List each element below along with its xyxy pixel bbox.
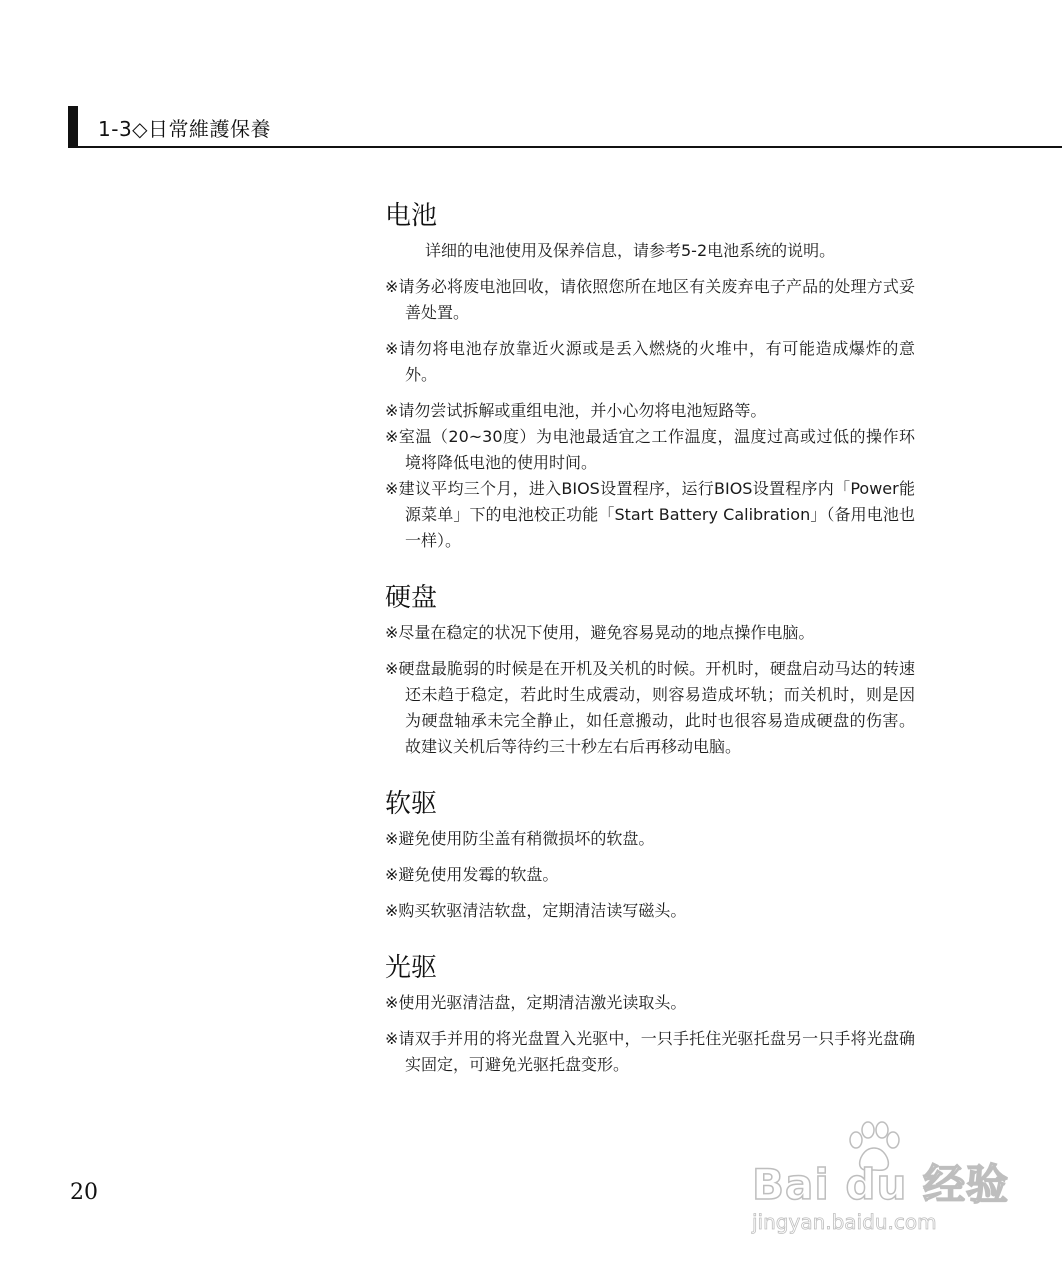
- baidu-watermark: [752, 1118, 1012, 1240]
- floppy-note-1: ※避免使用防尘盖有稍微损坏的软盘。: [385, 829, 655, 848]
- section-battery: [385, 198, 915, 554]
- floppy-note-2: ※避免使用发霉的软盘。: [385, 865, 559, 884]
- battery-note-4: ※室温（20~30度）为电池最适宜之工作温度，温度过高或过低的操作环境将降低电池的使用时间。: [385, 427, 915, 472]
- hard-disk-note-2: ※硬盘最脆弱的时候是在开机及关机的时候。开机时，硬盘启动马达的转速还未趋于稳定，若此时生成震动，则容易造成坏轨；而关机时，则是因为硬盘轴承未完全静止，如任意搬动，此时也很容易造成硬盘的伤害。故建议关机后等待约三十秒左右后再移动电脑。: [385, 659, 915, 756]
- chapter-header: [68, 106, 1062, 148]
- header-rule: [68, 146, 1062, 148]
- section-hard-disk: [385, 580, 915, 760]
- battery-note-5: ※建议平均三个月，进入BIOS设置程序，运行BIOS设置程序内「Power能源菜单」下的电池校正功能「Start Battery Calibration」（备用电池也一样）。: [385, 479, 915, 550]
- section-title-floppy: 软驱: [385, 789, 438, 819]
- hard-disk-note-1: ※尽量在稳定的状况下使用，避免容易晃动的地点操作电脑。: [385, 623, 815, 642]
- page-content: [385, 198, 915, 1104]
- watermark-url: jingyan.baidu.com: [752, 1210, 937, 1234]
- section-title-hard-disk: 硬盘: [385, 583, 438, 613]
- chapter-title: 1-3◇日常維護保養: [98, 117, 272, 141]
- battery-note-2: ※请勿将电池存放靠近火源或是丢入燃烧的火堆中，有可能造成爆炸的意外。: [385, 339, 915, 384]
- watermark-logo: Bai du 经验: [752, 1160, 1009, 1209]
- section-floppy: [385, 786, 915, 924]
- optical-note-1: ※使用光驱清洁盘，定期清洁激光读取头。: [385, 993, 687, 1012]
- header-bar: [68, 106, 78, 148]
- section-title-optical: 光驱: [385, 953, 438, 983]
- floppy-note-3: ※购买软驱清洁软盘，定期清洁读写磁头。: [385, 901, 687, 920]
- battery-note-3: ※请勿尝试拆解或重组电池，并小心勿将电池短路等。: [385, 401, 767, 420]
- page-number: 20: [70, 1180, 98, 1205]
- battery-intro: 详细的电池使用及保养信息，请参考5-2电池系统的说明。: [425, 241, 836, 260]
- battery-note-1: ※请务必将废电池回收，请依照您所在地区有关废弃电子产品的处理方式妥善处置。: [385, 277, 915, 322]
- section-title-battery: 电池: [385, 201, 438, 231]
- section-optical: [385, 950, 915, 1078]
- optical-note-2: ※请双手并用的将光盘置入光驱中，一只手托住光驱托盘另一只手将光盘确实固定，可避免光驱托盘变形。: [385, 1029, 915, 1074]
